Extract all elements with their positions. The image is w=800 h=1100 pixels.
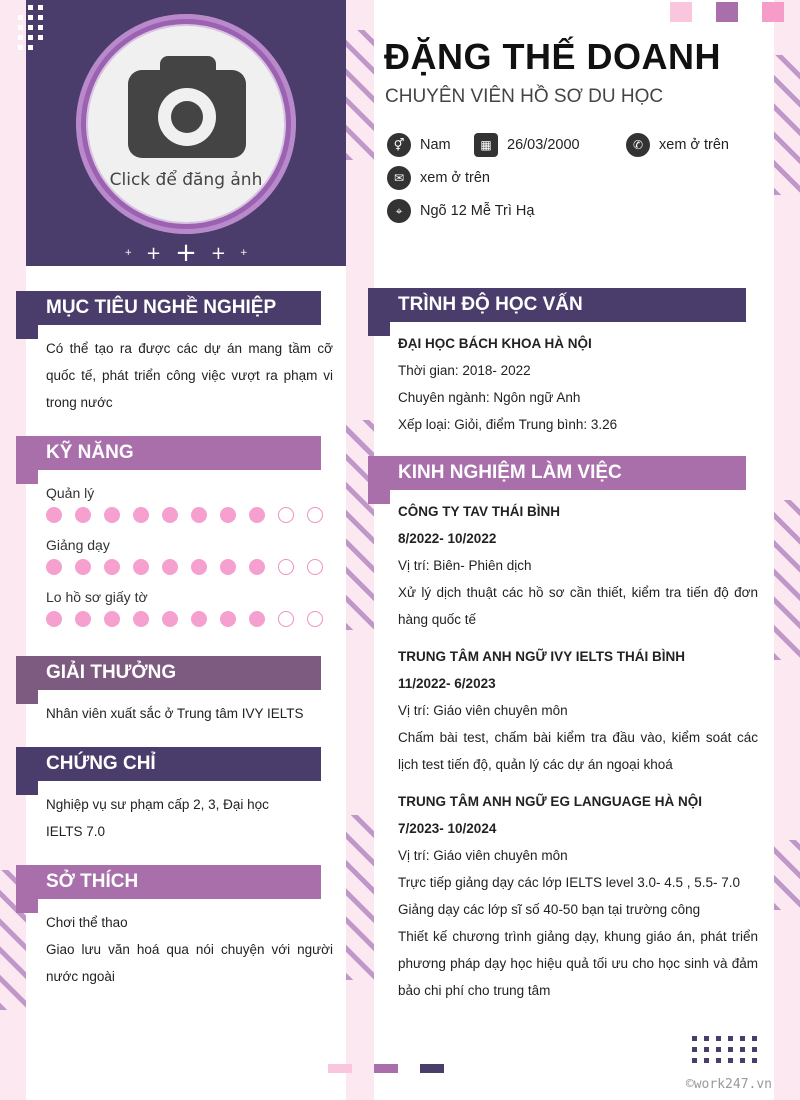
email-value: xem ở trên: [420, 170, 490, 186]
experience-title: KINH NGHIỆM LÀM VIỆC: [368, 456, 746, 490]
skill-dot-filled: [46, 559, 62, 575]
skill-dot-filled: [249, 507, 265, 523]
section-objective: [16, 291, 321, 325]
job-role: Vị trí: Biên- Phiên dịch: [398, 558, 532, 573]
stripes-mid-top: [346, 30, 374, 160]
top-square-purple: [716, 2, 738, 22]
job-role: Vị trí: Giáo viên chuyên môn: [398, 848, 568, 863]
skill-dot-empty: [307, 611, 323, 627]
top-square-pink-light: [670, 2, 692, 22]
job-period: 7/2023- 10/2024: [398, 821, 497, 836]
education-title: TRÌNH ĐỘ HỌC VẤN: [368, 288, 746, 322]
objective-text: Có thể tạo ra được các dự án mang tầm cỡ quốc tế, phát triển công việc vượt ra phạm vi trong nước: [46, 341, 333, 410]
skill-dot-filled: [104, 559, 120, 575]
skill-dot-filled: [249, 559, 265, 575]
skill-dot-filled: [46, 507, 62, 523]
education-school: ĐẠI HỌC BÁCH KHOA HÀ NỘI: [398, 336, 592, 351]
skill-dot-filled: [162, 507, 178, 523]
footer-bar-dark: [420, 1064, 444, 1073]
contact-birthday: [474, 133, 580, 157]
job-desc: Chấm bài test, chấm bài kiểm tra đầu vào, kiểm soát các lịch test tiến độ, quản lý các dự án ngoại khoá: [398, 730, 758, 772]
plus-decoration: + + + + +: [124, 238, 248, 268]
top-square-pink: [762, 2, 784, 22]
job-desc: Trực tiếp giảng dạy các lớp IELTS level 3.0- 4.5 , 5.5- 7.0: [398, 875, 741, 890]
skill-rating: [46, 559, 323, 575]
skill-label: Lo hồ sơ giấy tờ: [46, 589, 148, 605]
objective-title: MỤC TIÊU NGHỀ NGHIỆP: [16, 291, 321, 325]
skill-dot-empty: [307, 507, 323, 523]
skill-dot-empty: [307, 559, 323, 575]
skills-title: KỸ NĂNG: [16, 436, 321, 470]
skill-dot-filled: [191, 611, 207, 627]
camera-lens-center: [171, 101, 203, 133]
skill-dot-filled: [75, 559, 91, 575]
hobbies-title: SỞ THÍCH: [16, 865, 321, 899]
skill-dot-filled: [46, 611, 62, 627]
job-desc: Xử lý dịch thuật các hồ sơ cần thiết, kiểm tra tiến độ đơn hàng quốc tế: [398, 585, 758, 627]
candidate-name: ĐẶNG THẾ DOANH: [384, 36, 721, 77]
certificate-line-2: IELTS 7.0: [46, 824, 106, 839]
stripes-right-middle: [774, 500, 800, 660]
job-company: TRUNG TÂM ANH NGỮ EG LANGUAGE HÀ NỘI: [398, 794, 702, 809]
footer-bar-pink: [328, 1064, 352, 1073]
skill-dot-filled: [191, 559, 207, 575]
skill-dot-filled: [133, 507, 149, 523]
job-desc: Thiết kế chương trình giảng dạy, khung giáo án, phát triển phương pháp dạy học hiệu quả tối ưu cho học sinh và đảm bảo chi phí cho trung tâm: [398, 929, 758, 998]
hobby-line-1: Chơi thể thao: [46, 915, 128, 930]
stripes-right-top: [774, 55, 800, 195]
skill-label: Quản lý: [46, 485, 95, 501]
job-period: 11/2022- 6/2023: [398, 676, 496, 691]
skill-dot-filled: [220, 507, 236, 523]
contact-gender: [387, 133, 451, 157]
job-period: 8/2022- 10/2022: [398, 531, 497, 546]
section-education: [368, 288, 746, 322]
job-desc: Giảng dạy các lớp sĩ số 40-50 bạn tại trường công: [398, 902, 701, 917]
gender-value: Nam: [420, 137, 451, 153]
skill-label: Giảng dạy: [46, 537, 110, 553]
contact-email: [387, 166, 490, 190]
skill-dot-filled: [75, 507, 91, 523]
education-grade: Xếp loại: Giỏi, điểm Trung bình: 3.26: [398, 417, 618, 432]
skill-rating: [46, 507, 323, 523]
skill-dot-filled: [75, 611, 91, 627]
birthday-value: 26/03/2000: [507, 137, 580, 153]
skill-dot-filled: [162, 611, 178, 627]
phone-icon: ✆: [626, 133, 650, 157]
skill-dot-empty: [278, 559, 294, 575]
skill-rating: [46, 611, 323, 627]
job-company: CÔNG TY TAV THÁI BÌNH: [398, 504, 560, 519]
phone-value: xem ở trên: [659, 137, 729, 153]
location-icon: ⌖: [387, 199, 411, 223]
awards-title: GIẢI THƯỞNG: [16, 656, 321, 690]
section-skills: [16, 436, 321, 470]
skill-dot-filled: [133, 559, 149, 575]
skill-dot-filled: [133, 611, 149, 627]
calendar-icon: ▦: [474, 133, 498, 157]
skill-dot-empty: [278, 507, 294, 523]
job-role: Vị trí: Giáo viên chuyên môn: [398, 703, 568, 718]
corner-dots: [18, 5, 43, 50]
contact-phone: [626, 133, 729, 157]
email-icon: ✉: [387, 166, 411, 190]
skill-dot-filled: [162, 559, 178, 575]
job-title: CHUYÊN VIÊN HỒ SƠ DU HỌC: [385, 86, 664, 107]
footer-bar-purple: [374, 1064, 398, 1073]
education-time: Thời gian: 2018- 2022: [398, 363, 531, 378]
bottom-right-dots: [692, 1036, 757, 1063]
section-experience: [368, 456, 746, 490]
address-value: Ngõ 12 Mễ Trì Hạ: [420, 203, 535, 219]
skill-dot-filled: [104, 507, 120, 523]
skill-dot-filled: [104, 611, 120, 627]
skill-dot-empty: [278, 611, 294, 627]
certificate-line-1: Nghiệp vụ sư phạm cấp 2, 3, Đại học: [46, 797, 269, 812]
watermark: ©work247.vn: [685, 1077, 772, 1092]
section-awards: [16, 656, 321, 690]
section-certificates: [16, 747, 321, 781]
education-major: Chuyên ngành: Ngôn ngữ Anh: [398, 390, 581, 405]
skill-dot-filled: [191, 507, 207, 523]
hobby-line-2: Giao lưu văn hoá qua nói chuyện với người nước ngoài: [46, 942, 333, 984]
awards-text: Nhân viên xuất sắc ở Trung tâm IVY IELTS: [46, 706, 304, 721]
contact-address: [387, 199, 534, 223]
skill-dot-filled: [249, 611, 265, 627]
photo-upload[interactable]: [86, 24, 286, 224]
stripes-mid-bottom: [346, 815, 374, 980]
photo-upload-label: Click để đăng ảnh: [109, 170, 263, 190]
job-company: TRUNG TÂM ANH NGỮ IVY IELTS THÁI BÌNH: [398, 649, 685, 664]
skill-dot-filled: [220, 611, 236, 627]
stripes-right-bottom: [774, 840, 800, 910]
skill-dot-filled: [220, 559, 236, 575]
gender-icon: ⚥: [387, 133, 411, 157]
certificates-title: CHỨNG CHỈ: [16, 747, 321, 781]
stripes-mid-middle: [346, 420, 374, 630]
section-hobbies: [16, 865, 321, 899]
